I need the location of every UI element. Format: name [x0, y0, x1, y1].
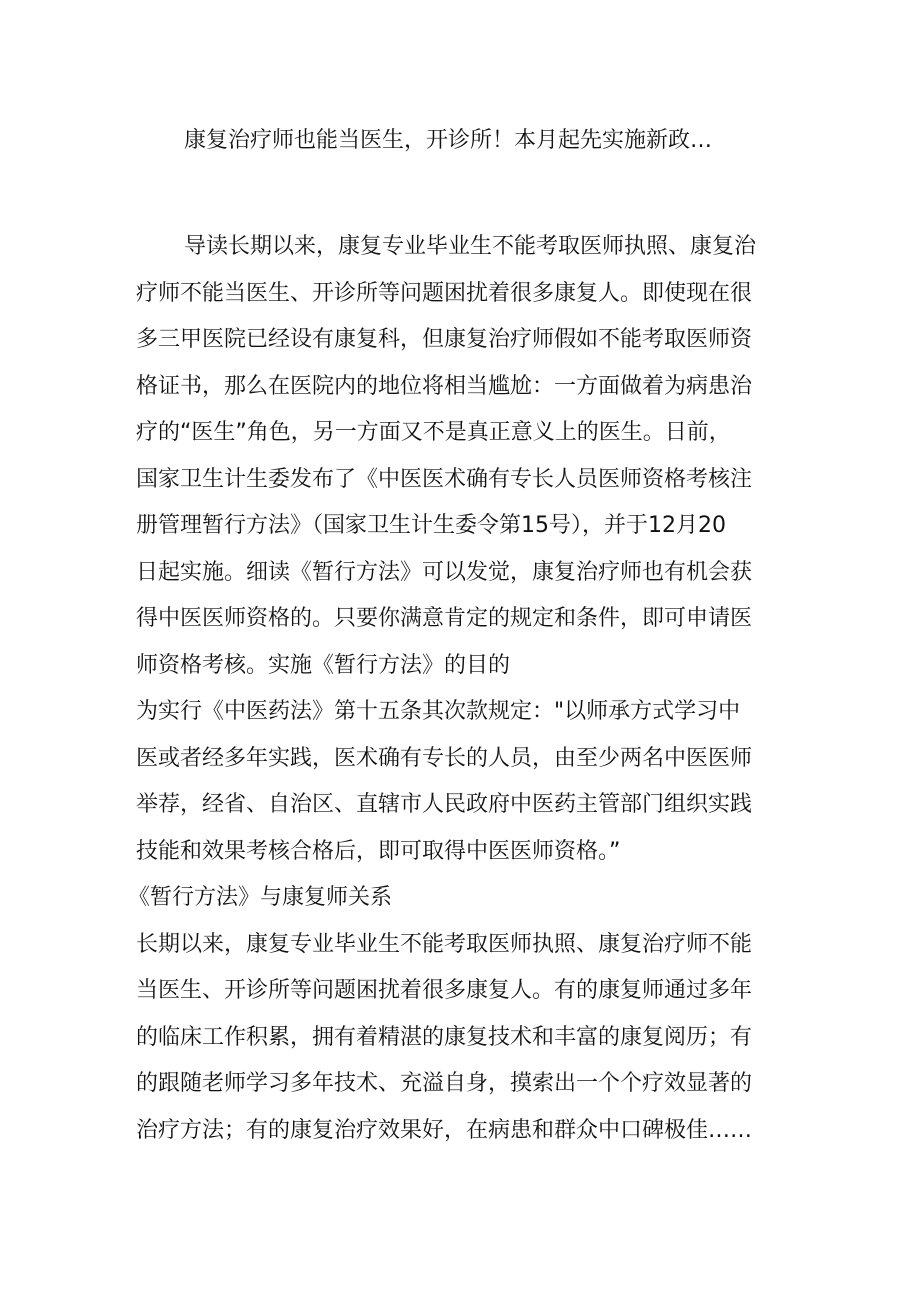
section-heading: 《暂行方法》与康复师关系	[128, 885, 393, 910]
paragraph-line: 多三甲医院已经设有康复科，但康复治疗师假如不能考取医师资	[136, 327, 753, 352]
paragraph-line: 的跟随老师学习多年技术、充溢自身，摸索出一个个疗效显著的	[136, 1071, 753, 1096]
paragraph-line: 册管理暂行方法》（国家卫生计生委令第15号），并于12月20	[136, 513, 726, 538]
paragraph-line: 为实行《中医药法》第十五条其次款规定："以师承方式学习中	[136, 699, 741, 724]
document-title: 康复治疗师也能当医生，开诊所！本月起先实施新政…	[184, 128, 713, 153]
paragraph-line: 疗的“医生”角色，另一方面又不是真正意义上的医生。日前，	[136, 420, 731, 445]
paragraph-line: 得中医医师资格的。只要你满意肯定的规定和条件，即可申请医	[136, 606, 753, 631]
paragraph-line: 技能和效果考核合格后，即可取得中医医师资格。”	[136, 838, 621, 864]
paragraph-line: 格证书，那么在医院内的地位将相当尴尬：一方面做着为病患治	[136, 373, 753, 399]
paragraph-line: 长期以来，康复专业毕业生不能考取医师执照、康复治疗师不能	[136, 931, 753, 957]
paragraph-line: 的临床工作积累，拥有着精湛的康复技术和丰富的康复阅历；有	[136, 1024, 753, 1050]
paragraph-line: 疗师不能当医生、开诊所等问题困扰着很多康复人。即使现在很	[136, 280, 753, 306]
paragraph-line: 国家卫生计生委发布了《中医医术确有专长人员医师资格考核注	[136, 466, 753, 492]
paragraph-line: 当医生、开诊所等问题困扰着很多康复人。有的康复师通过多年	[136, 978, 753, 1003]
paragraph-line: 举荐，经省、自治区、直辖市人民政府中医药主管部门组织实践	[136, 792, 753, 817]
document-body	[128, 224, 796, 1154]
paragraph-line: 医或者经多年实践，医术确有专长的人员，由至少两名中医医师	[136, 745, 753, 771]
paragraph-line: 师资格考核。实施《暂行方法》的目的	[136, 652, 511, 678]
paragraph-line: 导读长期以来，康复专业毕业生不能考取医师执照、康复治	[184, 234, 757, 259]
paragraph-line: 治疗方法；有的康复治疗效果好，在病患和群众中口碑极佳……	[136, 1117, 753, 1143]
paragraph-line: 日起实施。细读《暂行方法》可以发觉，康复治疗师也有机会获	[136, 559, 753, 585]
